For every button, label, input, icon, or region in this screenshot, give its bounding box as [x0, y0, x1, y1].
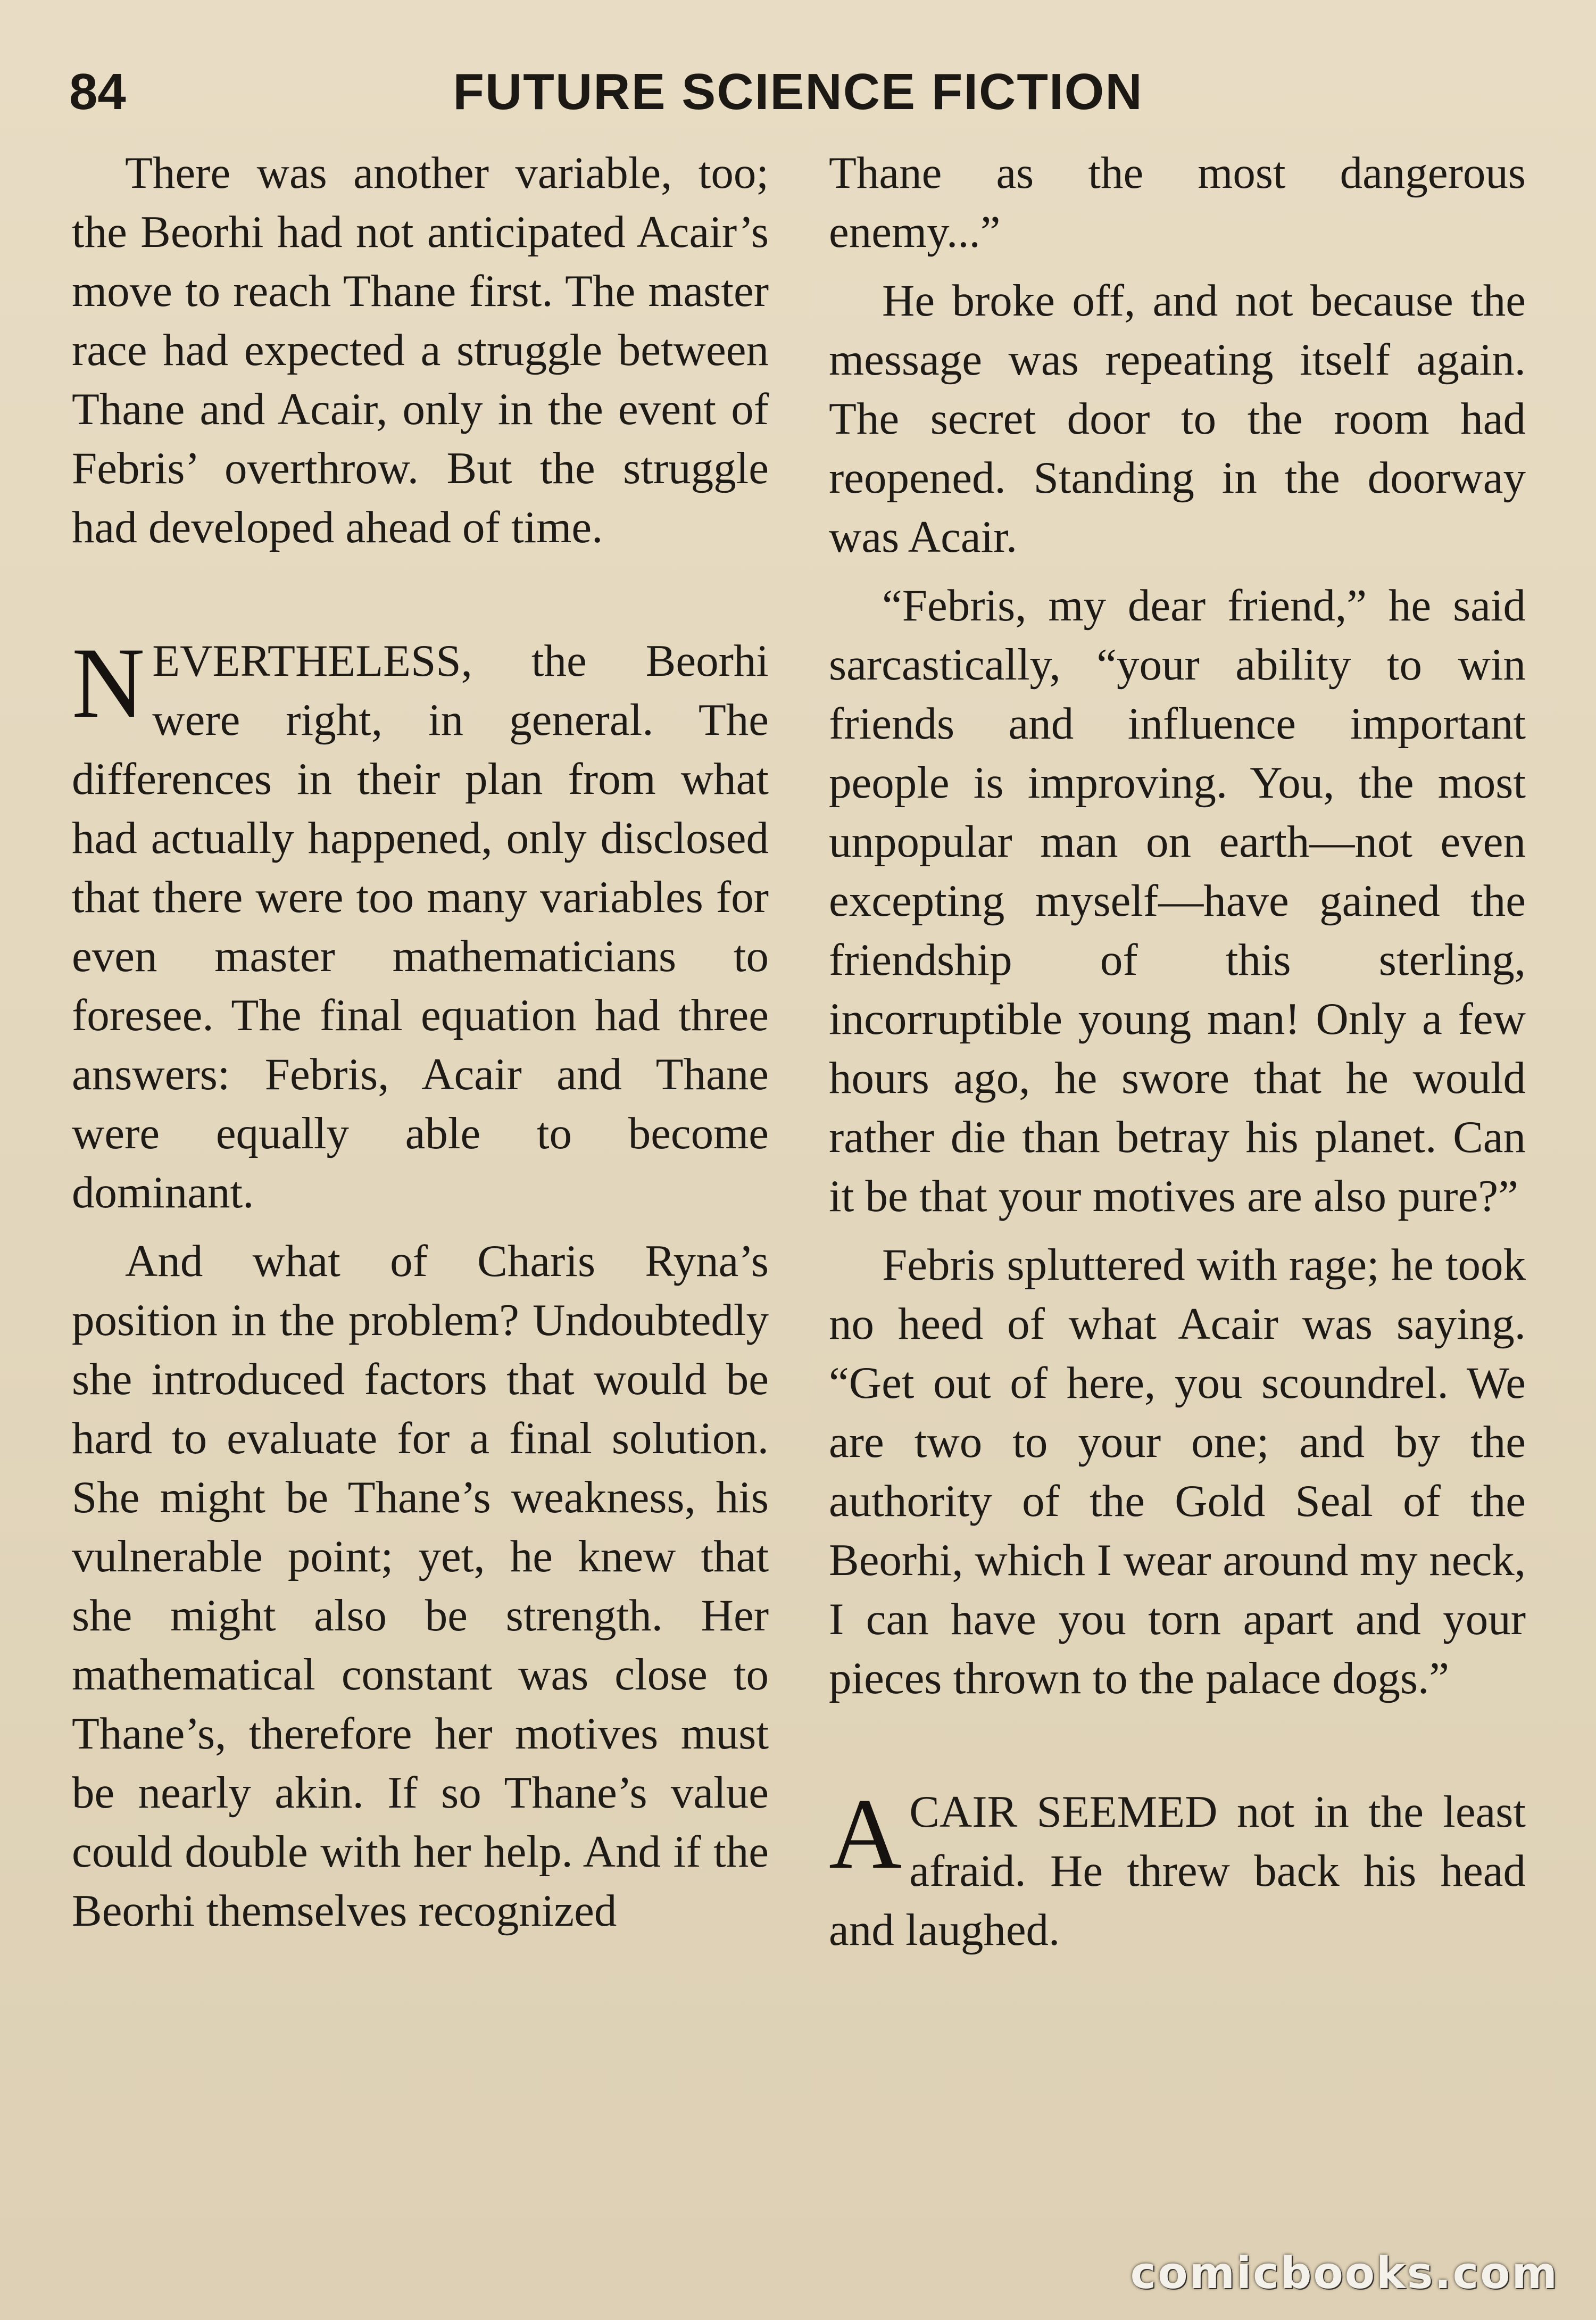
paragraph: “Febris, my dear friend,” he said sarcastically, “your ability to win friends and influence important people is improving. You, the most unpopular man on earth—not even excepting myself—have gained the friendship of this sterling, incorruptible young man! Only a few hours ago, he swore that he would rather die than betray his planet. Can it be that your motives are also pure?” [829, 581, 1526, 1221]
paragraph-text: CAIR SEEMED not in the least afraid. He threw back his head and laughed. [829, 1787, 1526, 1955]
paragraph: There was another variable, too; the Beorhi had not anticipated Acair’s move to reach Thane first. The master race had expected a struggle between Thane and Acair, only in the event of Febris’ overthrow. But the struggle had developed ahead of time. [72, 148, 769, 552]
paragraph-dropcap [72, 627, 769, 1222]
paragraph: And what of Charis Ryna’s position in the problem? Undoubtedly she introduced factors that would be hard to evaluate for a final solution. She might be Thane’s weakness, his vulnerable point; yet, he knew that she might also be strength. Her mathematical constant was close to Thane’s, therefore her motives must be nearly akin. If so Thane’s value could double with her help. And if the Beorhi themselves recognized [72, 1236, 769, 1936]
watermark: comicbooks.com [1130, 2248, 1559, 2299]
paragraph-text: EVERTHELESS, the Beorhi were right, in general. The differences in their plan from what had actually happened, only disclosed that there were too many variables for even master mathematicians to foresee. The final equation had three answers: Febris, Acair and Thane were equally able to become dominant. [72, 636, 769, 1217]
running-title: FUTURE SCIENCE FICTION [453, 63, 1143, 120]
drop-cap: N [72, 627, 145, 739]
page-number: 84 [69, 63, 126, 120]
paragraph: Febris spluttered with rage; he took no heed of what Acair was saying. “Get out of here, you scoundrel. We are two to your one; and by the authority of the Gold Seal of the Beorhi, which I wear around my neck, I can have you torn apart and your pieces thrown to the palace dogs.” [829, 1240, 1526, 1703]
paragraph-dropcap [829, 1778, 1526, 1960]
drop-cap: A [829, 1778, 902, 1890]
right-column [829, 144, 1526, 1969]
left-column [72, 144, 769, 1950]
paragraph: He broke off, and not because the message was repeating itself again. The secret door to the room had reopened. Standing in the doorway was Acair. [829, 276, 1526, 562]
page-header [69, 53, 1527, 128]
paragraph: Thane as the most dangerous enemy...” [829, 148, 1526, 257]
